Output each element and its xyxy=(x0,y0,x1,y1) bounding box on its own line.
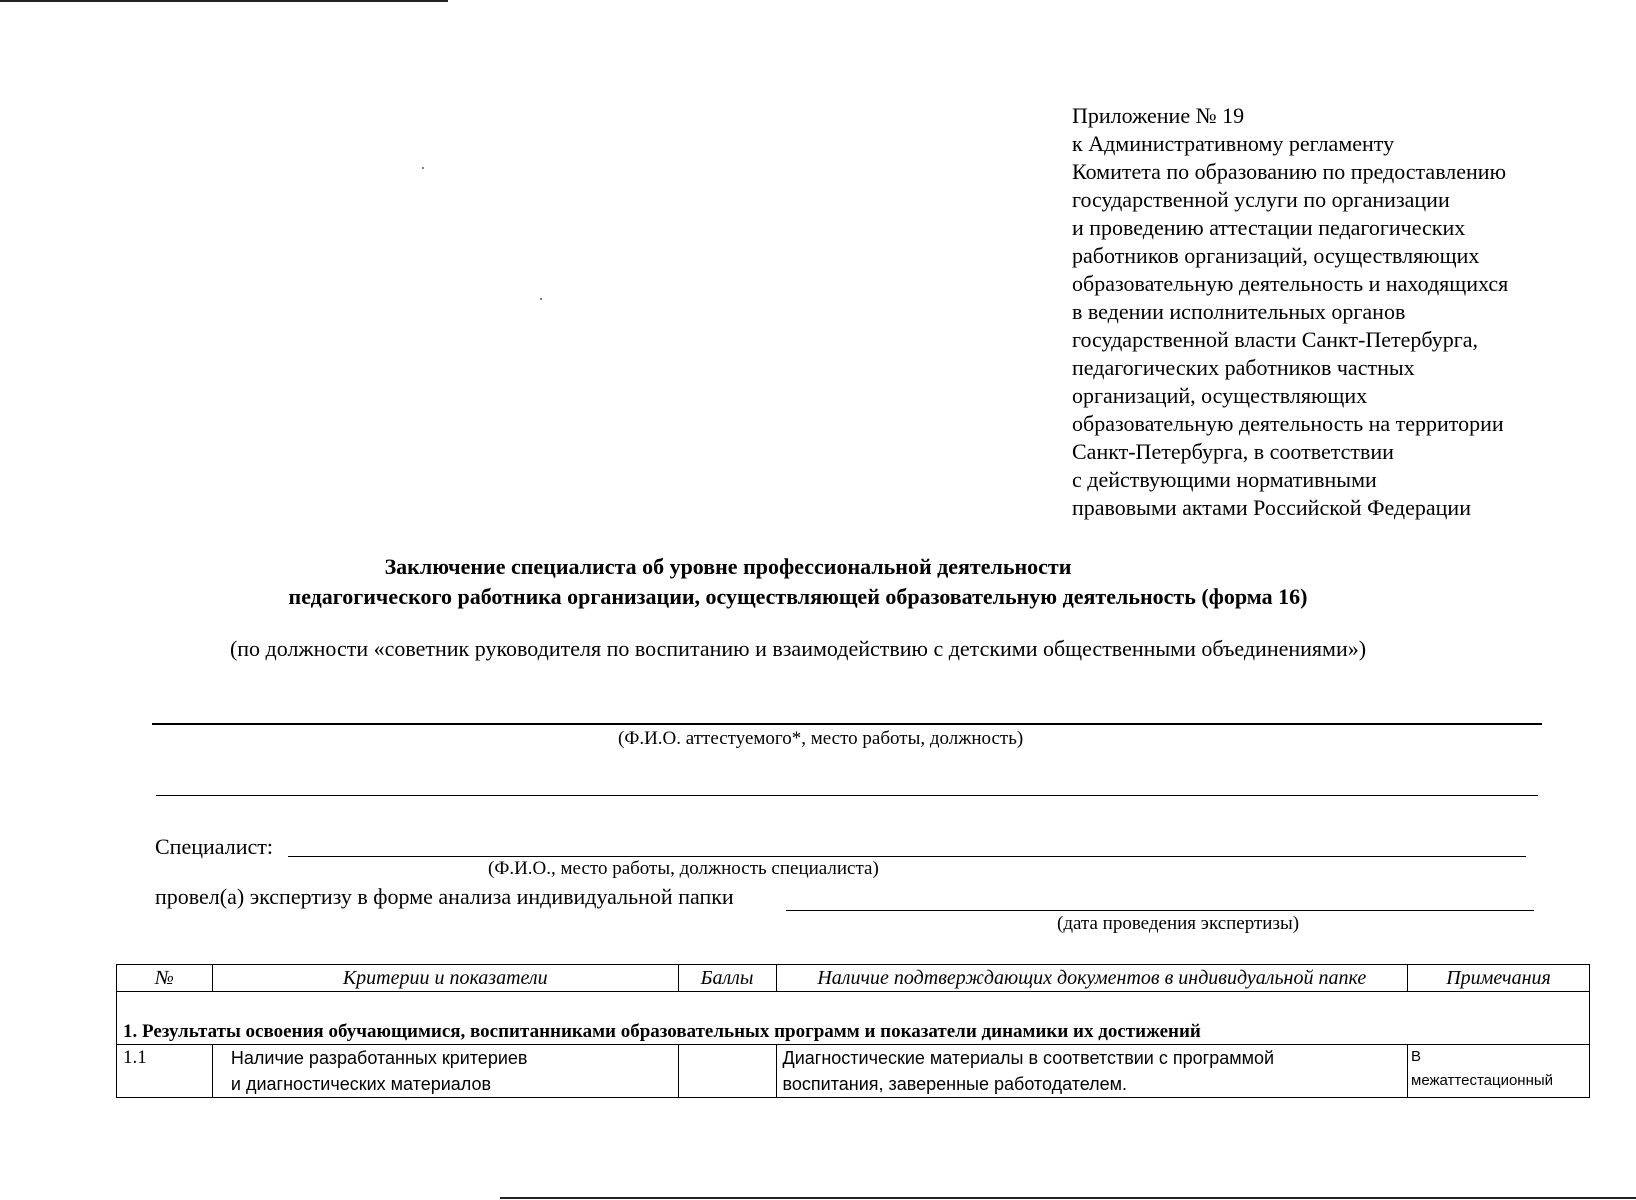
row-criterion-line: и диагностических материалов xyxy=(230,1074,492,1094)
row-documents xyxy=(776,1045,1407,1098)
section-row xyxy=(117,992,1590,1045)
specialist-caption: (Ф.И.О., место работы, должность специалиста) xyxy=(488,858,879,879)
appendix-line: образовательную деятельность на территории xyxy=(1072,411,1504,436)
row-note-line: В xyxy=(1411,1048,1422,1065)
row-criterion xyxy=(212,1045,678,1098)
appendix-line: правовыми актами Российской Федерации xyxy=(1072,495,1471,520)
appendix-line: и проведению аттестации педагогических xyxy=(1072,215,1466,240)
appendix-line: педагогических работников частных xyxy=(1072,355,1415,380)
row-note-line: межаттестационный xyxy=(1411,1072,1554,1089)
attestee-input-line[interactable] xyxy=(152,723,1542,725)
appendix-line: государственной власти Санкт-Петербурга, xyxy=(1072,327,1479,352)
date-caption: (дата проведения экспертизы) xyxy=(1057,913,1300,934)
appendix-line: Санкт-Петербурга, в соответствии xyxy=(1072,439,1394,464)
row-number: 1.1 xyxy=(117,1045,213,1098)
header-number: № xyxy=(117,965,213,992)
expertise-label: провел(а) экспертизу в форме анализа индивидуальной папки xyxy=(155,884,734,909)
header-points: Баллы xyxy=(678,965,776,992)
row-note xyxy=(1408,1045,1590,1098)
appendix-line: в ведении исполнительных органов xyxy=(1072,299,1406,324)
attestee-caption: (Ф.И.О. аттестуемого*, место работы, должность) xyxy=(618,728,1024,749)
appendix-block xyxy=(1072,102,1592,522)
criteria-table xyxy=(116,964,1590,1098)
expertise-date-input-line[interactable] xyxy=(786,910,1534,911)
header-notes: Примечания xyxy=(1408,965,1590,992)
row-documents-line: Диагностические материалы в соответствии с программой xyxy=(782,1048,1275,1068)
appendix-line: с действующими нормативными xyxy=(1072,467,1377,492)
attestee-continuation-line[interactable] xyxy=(156,795,1538,796)
scan-edge-top xyxy=(0,0,448,2)
specialist-input-line[interactable] xyxy=(288,856,1526,857)
appendix-line: Комитета по образованию по предоставлению xyxy=(1072,159,1507,184)
appendix-line: государственной услуги по организации xyxy=(1072,187,1450,212)
appendix-line: образовательную деятельность и находящихся xyxy=(1072,271,1509,296)
appendix-line: работников организаций, осуществляющих xyxy=(1072,243,1480,268)
header-documents: Наличие подтверждающих документов в индивидуальной папке xyxy=(776,965,1407,992)
row-points-cell[interactable] xyxy=(678,1045,776,1098)
document-title-line2: педагогического работника организации, осуществляющей образовательную деятельность (форма 16) xyxy=(288,584,1308,609)
scan-edge-bottom xyxy=(500,1197,1636,1199)
appendix-line: организаций, осуществляющих xyxy=(1072,383,1368,408)
row-documents-line: воспитания, заверенные работодателем. xyxy=(782,1074,1128,1094)
table-header-row xyxy=(117,965,1590,992)
appendix-line: Приложение № 19 xyxy=(1072,103,1245,128)
table-row xyxy=(117,1045,1590,1098)
specialist-label: Специалист: xyxy=(155,834,273,859)
row-criterion-line: Наличие разработанных критериев xyxy=(230,1048,528,1068)
header-criteria: Критерии и показатели xyxy=(212,965,678,992)
scan-speck xyxy=(540,298,542,300)
section-heading: 1. Результаты освоения обучающимися, воспитанниками образовательных программ и показатели динамики их достижений xyxy=(117,992,1590,1045)
scan-speck xyxy=(422,167,424,169)
document-title-line1: Заключение специалиста об уровне профессиональной деятельности xyxy=(384,554,1072,579)
appendix-line: к Административному регламенту xyxy=(1072,131,1395,156)
position-subtitle: (по должности «советник руководителя по воспитанию и взаимодействию с детскими общественными объединениями») xyxy=(229,636,1367,661)
